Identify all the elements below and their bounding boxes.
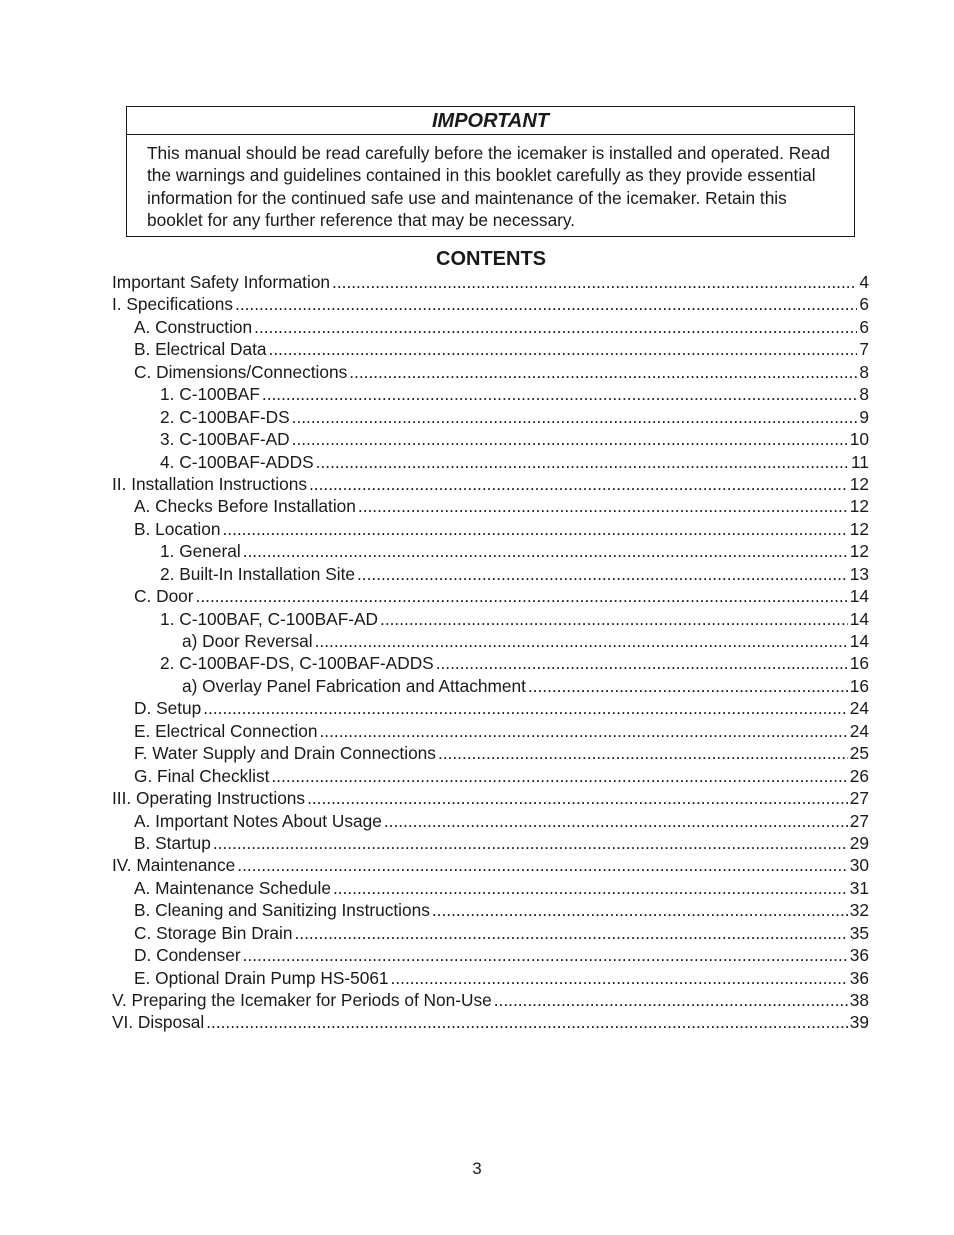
toc-entry[interactable] bbox=[112, 877, 869, 899]
toc-entry-page: 14 bbox=[849, 586, 869, 607]
important-title: IMPORTANT bbox=[127, 107, 854, 135]
toc-entry-page: 24 bbox=[849, 720, 869, 741]
toc-entry[interactable] bbox=[112, 989, 869, 1011]
toc-entry-page: 26 bbox=[849, 765, 869, 786]
toc-entry-page: 29 bbox=[849, 832, 869, 853]
toc-entry-page: 31 bbox=[849, 877, 869, 898]
toc-entry-label: IV. Maintenance bbox=[112, 855, 236, 876]
table-of-contents bbox=[112, 271, 869, 1034]
toc-entry[interactable] bbox=[112, 271, 869, 293]
toc-entry-label: E. Electrical Connection bbox=[134, 720, 318, 741]
toc-entry[interactable] bbox=[112, 630, 869, 652]
toc-entry[interactable] bbox=[112, 293, 869, 315]
toc-entry[interactable] bbox=[112, 675, 869, 697]
toc-dot-leader bbox=[222, 518, 847, 540]
important-notice-box bbox=[126, 106, 855, 237]
toc-entry[interactable] bbox=[112, 563, 869, 585]
toc-dot-leader bbox=[262, 383, 857, 405]
toc-entry-label: D. Setup bbox=[134, 698, 202, 719]
toc-entry-label: C. Door bbox=[134, 586, 194, 607]
toc-dot-leader bbox=[243, 944, 848, 966]
toc-dot-leader bbox=[295, 922, 848, 944]
toc-entry-page: 6 bbox=[859, 316, 869, 337]
toc-dot-leader bbox=[196, 585, 848, 607]
toc-entry-page: 27 bbox=[849, 810, 869, 831]
toc-entry[interactable] bbox=[112, 495, 869, 517]
toc-entry-page: 14 bbox=[849, 608, 869, 629]
toc-entry-page: 11 bbox=[851, 451, 869, 472]
toc-dot-leader bbox=[315, 630, 848, 652]
toc-entry[interactable] bbox=[112, 832, 869, 854]
toc-dot-leader bbox=[332, 271, 857, 293]
toc-entry-page: 32 bbox=[849, 900, 869, 921]
toc-dot-leader bbox=[309, 473, 848, 495]
toc-entry[interactable] bbox=[112, 967, 869, 989]
toc-entry-label: G. Final Checklist bbox=[134, 765, 270, 786]
toc-entry-page: 12 bbox=[849, 496, 869, 517]
toc-entry[interactable] bbox=[112, 338, 869, 360]
toc-dot-leader bbox=[357, 563, 848, 585]
toc-entry-label: 4. C-100BAF-ADDS bbox=[160, 451, 314, 472]
toc-entry-label: A. Construction bbox=[134, 316, 253, 337]
toc-entry[interactable] bbox=[112, 518, 869, 540]
toc-entry-label: C. Dimensions/Connections bbox=[134, 361, 348, 382]
toc-dot-leader bbox=[206, 1011, 848, 1033]
toc-entry-label: a) Door Reversal bbox=[182, 631, 313, 651]
contents-title: CONTENTS bbox=[436, 248, 546, 270]
toc-dot-leader bbox=[528, 675, 848, 697]
page-number: 3 bbox=[472, 1159, 482, 1178]
toc-entry[interactable] bbox=[112, 406, 869, 428]
toc-dot-leader bbox=[358, 495, 848, 517]
toc-entry-page: 10 bbox=[849, 429, 869, 450]
toc-entry-page: 16 bbox=[849, 653, 869, 674]
toc-entry[interactable] bbox=[112, 697, 869, 719]
toc-entry-page: 12 bbox=[849, 518, 869, 539]
toc-entry-label: B. Electrical Data bbox=[134, 339, 267, 360]
toc-dot-leader bbox=[269, 338, 858, 360]
toc-entry[interactable] bbox=[112, 451, 869, 473]
toc-entry[interactable] bbox=[112, 922, 869, 944]
toc-dot-leader bbox=[307, 787, 848, 809]
toc-entry-page: 8 bbox=[859, 361, 869, 382]
toc-entry-label: I. Specifications bbox=[112, 294, 234, 315]
toc-dot-leader bbox=[349, 361, 857, 383]
toc-entry-label: A. Important Notes About Usage bbox=[134, 810, 382, 831]
toc-entry-label: A. Checks Before Installation bbox=[134, 496, 356, 517]
toc-entry-page: 27 bbox=[849, 788, 869, 809]
toc-entry-page: 12 bbox=[849, 541, 869, 562]
toc-entry[interactable] bbox=[112, 540, 869, 562]
toc-dot-leader bbox=[380, 608, 848, 630]
toc-dot-leader bbox=[213, 832, 848, 854]
toc-entry-label: III. Operating Instructions bbox=[112, 788, 306, 809]
toc-entry[interactable] bbox=[112, 316, 869, 338]
toc-entry-page: 13 bbox=[849, 563, 869, 584]
toc-dot-leader bbox=[243, 540, 848, 562]
toc-entry[interactable] bbox=[112, 361, 869, 383]
toc-entry[interactable] bbox=[112, 854, 869, 876]
toc-entry-label: A. Maintenance Schedule bbox=[134, 877, 331, 898]
toc-entry[interactable] bbox=[112, 810, 869, 832]
toc-dot-leader bbox=[333, 877, 848, 899]
toc-entry[interactable] bbox=[112, 652, 869, 674]
toc-dot-leader bbox=[391, 967, 848, 989]
toc-dot-leader bbox=[316, 451, 849, 473]
toc-entry-page: 39 bbox=[849, 1012, 869, 1033]
toc-entry[interactable] bbox=[112, 428, 869, 450]
toc-entry-page: 9 bbox=[859, 406, 869, 427]
toc-entry-label: C. Storage Bin Drain bbox=[134, 922, 293, 943]
toc-entry[interactable] bbox=[112, 765, 869, 787]
toc-entry[interactable] bbox=[112, 473, 869, 495]
toc-dot-leader bbox=[292, 428, 848, 450]
toc-entry-page: 7 bbox=[859, 339, 869, 360]
toc-entry-page: 12 bbox=[849, 473, 869, 494]
toc-entry-page: 8 bbox=[859, 384, 869, 405]
toc-dot-leader bbox=[494, 989, 848, 1011]
toc-entry-label: 2. C-100BAF-DS bbox=[160, 406, 290, 427]
toc-entry-page: 6 bbox=[859, 294, 869, 315]
toc-entry-page: 35 bbox=[849, 922, 869, 943]
toc-dot-leader bbox=[432, 899, 848, 921]
toc-entry[interactable] bbox=[112, 720, 869, 742]
toc-entry-page: 30 bbox=[849, 855, 869, 876]
toc-dot-leader bbox=[254, 316, 857, 338]
toc-entry[interactable] bbox=[112, 585, 869, 607]
toc-entry-label: B. Location bbox=[134, 518, 221, 539]
toc-entry-page: 4 bbox=[859, 272, 869, 292]
toc-entry-label: 3. C-100BAF-AD bbox=[160, 429, 290, 450]
toc-entry-page: 16 bbox=[849, 675, 869, 696]
toc-entry-label: 1. C-100BAF, C-100BAF-AD bbox=[160, 608, 379, 629]
toc-entry-label: a) Overlay Panel Fabrication and Attachment bbox=[182, 675, 526, 696]
toc-dot-leader bbox=[203, 697, 848, 719]
toc-entry-label: 1. C-100BAF bbox=[160, 384, 260, 405]
toc-entry-page: 25 bbox=[849, 743, 869, 764]
toc-entry-label: 2. C-100BAF-DS, C-100BAF-ADDS bbox=[160, 653, 434, 674]
important-text: This manual should be read carefully before the icemaker is installed and operated. Read the warnings and guidelines contained in this booklet carefully as they provide essential information for the continued safe use and maintenance of the icemaker. Retain this booklet for any further reference that may be necessary. bbox=[147, 143, 831, 230]
toc-entry-label: VI. Disposal bbox=[112, 1012, 205, 1033]
toc-entry-label: D. Condenser bbox=[134, 945, 241, 966]
toc-entry[interactable] bbox=[112, 944, 869, 966]
toc-entry-page: 14 bbox=[849, 631, 869, 651]
toc-dot-leader bbox=[436, 652, 848, 674]
toc-dot-leader bbox=[235, 293, 857, 315]
toc-dot-leader bbox=[292, 406, 858, 428]
toc-entry[interactable] bbox=[112, 1011, 869, 1033]
toc-entry-label: 2. Built-In Installation Site bbox=[160, 563, 355, 584]
toc-entry-page: 36 bbox=[849, 967, 869, 988]
toc-dot-leader bbox=[319, 720, 847, 742]
toc-entry-page: 38 bbox=[849, 990, 869, 1010]
toc-entry-label: II. Installation Instructions bbox=[112, 473, 307, 494]
toc-entry-label: Important Safety Information bbox=[112, 272, 331, 292]
toc-dot-leader bbox=[438, 742, 848, 764]
toc-entry[interactable] bbox=[112, 608, 869, 630]
toc-entry-label: V. Preparing the Icemaker for Periods of Non-Use bbox=[112, 990, 492, 1010]
toc-entry-page: 36 bbox=[849, 945, 869, 966]
toc-entry-label: 1. General bbox=[160, 541, 241, 562]
toc-entry-label: F. Water Supply and Drain Connections bbox=[134, 743, 436, 764]
toc-entry[interactable] bbox=[112, 899, 869, 921]
toc-entry[interactable] bbox=[112, 383, 869, 405]
toc-dot-leader bbox=[271, 765, 847, 787]
toc-dot-leader bbox=[384, 810, 848, 832]
toc-entry-label: E. Optional Drain Pump HS-5061 bbox=[134, 967, 389, 988]
toc-entry-label: B. Startup bbox=[134, 832, 211, 853]
toc-entry-label: B. Cleaning and Sanitizing Instructions bbox=[134, 900, 430, 921]
toc-entry[interactable] bbox=[112, 742, 869, 764]
toc-dot-leader bbox=[237, 854, 847, 876]
toc-entry-page: 24 bbox=[849, 698, 869, 719]
toc-entry[interactable] bbox=[112, 787, 869, 809]
